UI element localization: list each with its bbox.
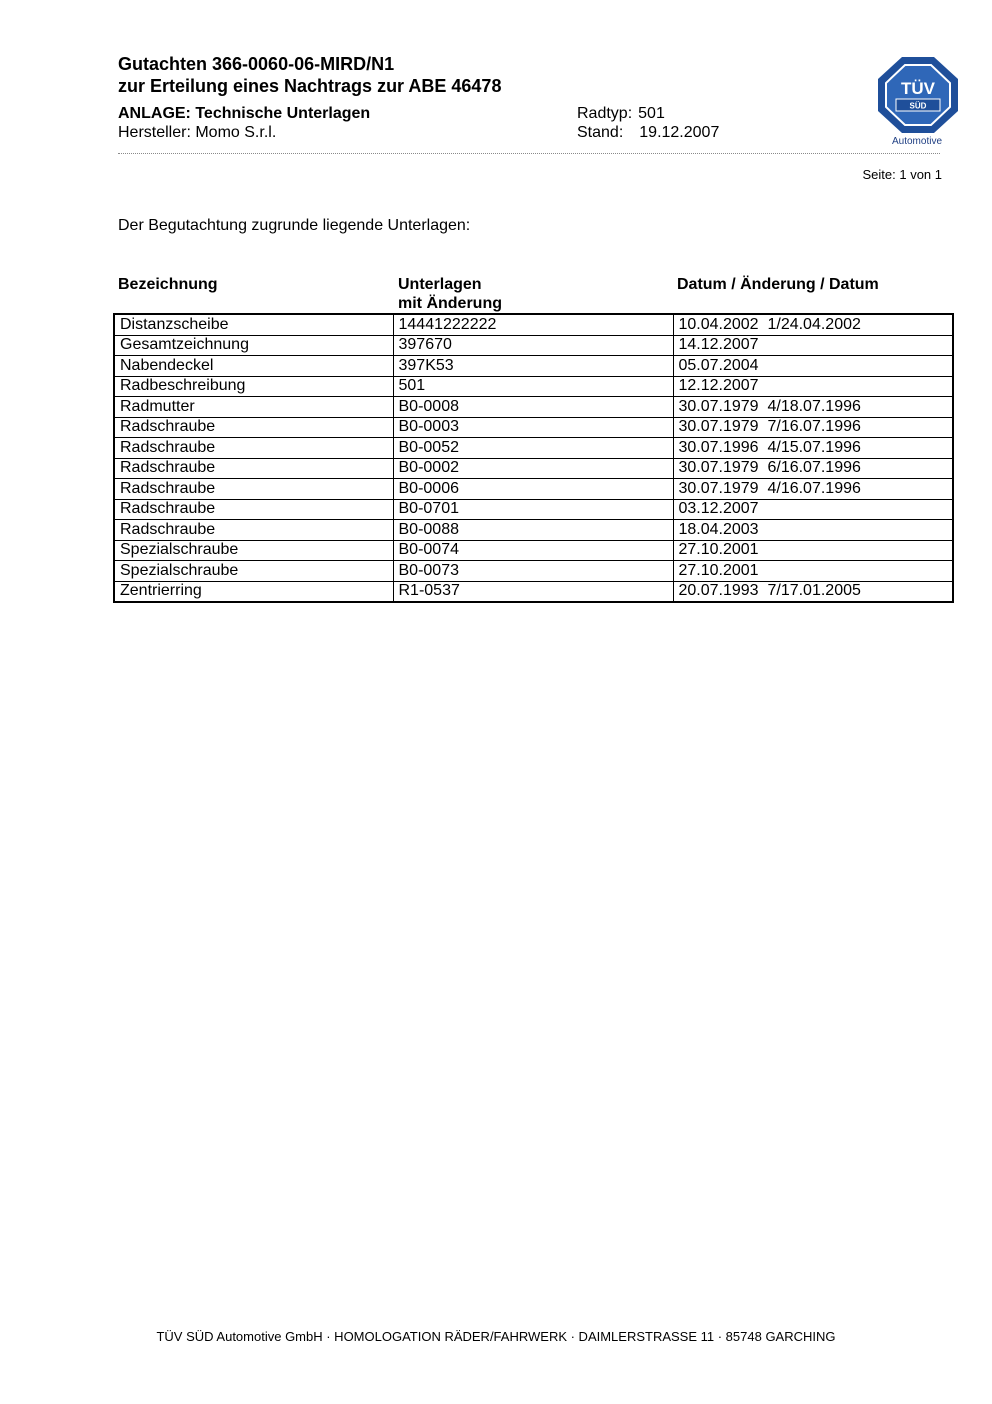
table-row — [114, 397, 953, 418]
cell-unterlagen: B0-0002 — [393, 458, 673, 479]
cell-bezeichnung: Spezialschraube — [114, 561, 393, 582]
logo-caption: Automotive — [891, 136, 943, 147]
cell-unterlagen: 397670 — [393, 335, 673, 356]
table-row — [114, 335, 953, 356]
cell-bezeichnung: Radschraube — [114, 479, 393, 500]
cell-datum: 05.07.2004 — [673, 356, 953, 377]
cell-datum: 10.04.2002 1/24.04.2002 — [673, 314, 953, 335]
stand-row — [577, 124, 719, 142]
cell-unterlagen: B0-0052 — [393, 438, 673, 459]
hersteller-label: Hersteller: Momo S.r.l. — [118, 124, 277, 141]
intro-text: Der Begutachtung zugrunde liegende Unterlagen: — [118, 217, 471, 234]
column-header-unterlagen-line1: Unterlagen — [398, 276, 482, 293]
cell-datum: 20.07.1993 7/17.01.2005 — [673, 581, 953, 602]
footer-address: TÜV SÜD Automotive GmbH · HOMOLOGATION RÄDER/FAHRWERK · DAIMLERSTRASSE 11 · 85748 GARCHING — [156, 1329, 836, 1344]
cell-unterlagen: 397K53 — [393, 356, 673, 377]
table-row — [114, 479, 953, 500]
cell-unterlagen: 501 — [393, 376, 673, 397]
cell-unterlagen: B0-0074 — [393, 540, 673, 561]
anlage-label: ANLAGE: Technische Unterlagen — [118, 105, 371, 122]
cell-datum: 30.07.1979 4/18.07.1996 — [673, 397, 953, 418]
documents-table — [113, 313, 954, 603]
cell-unterlagen: B0-0701 — [393, 499, 673, 520]
column-header-unterlagen — [398, 275, 502, 313]
cell-datum: 30.07.1979 4/16.07.1996 — [673, 479, 953, 500]
cell-bezeichnung: Spezialschraube — [114, 540, 393, 561]
table-row — [114, 376, 953, 397]
cell-unterlagen: B0-0073 — [393, 561, 673, 582]
cell-datum: 27.10.2001 — [673, 540, 953, 561]
cell-bezeichnung: Radschraube — [114, 520, 393, 541]
column-header-unterlagen-line2: mit Änderung — [398, 295, 502, 312]
document-title: Gutachten 366-0060-06-MIRD/N1 — [118, 54, 395, 74]
table-row — [114, 458, 953, 479]
cell-unterlagen: B0-0088 — [393, 520, 673, 541]
column-header-bezeichnung: Bezeichnung — [118, 276, 218, 293]
table-row — [114, 314, 953, 335]
header-divider — [118, 153, 940, 154]
cell-unterlagen: B0-0006 — [393, 479, 673, 500]
stand-value: 19.12.2007 — [639, 124, 720, 141]
cell-bezeichnung: Radbeschreibung — [114, 376, 393, 397]
table-row — [114, 356, 953, 377]
cell-bezeichnung: Gesamtzeichnung — [114, 335, 393, 356]
cell-datum: 03.12.2007 — [673, 499, 953, 520]
cell-datum: 18.04.2003 — [673, 520, 953, 541]
cell-datum: 12.12.2007 — [673, 376, 953, 397]
cell-bezeichnung: Zentrierring — [114, 581, 393, 602]
table-row — [114, 520, 953, 541]
table-row — [114, 417, 953, 438]
cell-bezeichnung: Radschraube — [114, 458, 393, 479]
cell-unterlagen: R1-0537 — [393, 581, 673, 602]
cell-bezeichnung: Radmutter — [114, 397, 393, 418]
cell-datum: 30.07.1996 4/15.07.1996 — [673, 438, 953, 459]
cell-bezeichnung: Radschraube — [114, 499, 393, 520]
logo-sud-text: SÜD — [909, 101, 927, 111]
cell-bezeichnung: Radschraube — [114, 438, 393, 459]
document-subtitle: zur Erteilung eines Nachtrags zur ABE 46478 — [118, 76, 502, 96]
radtyp-row — [577, 105, 665, 123]
column-header-datum: Datum / Änderung / Datum — [677, 276, 879, 293]
cell-bezeichnung: Distanzscheibe — [114, 314, 393, 335]
logo-tuv-text: TÜV — [901, 79, 935, 98]
table-row — [114, 561, 953, 582]
page-indicator: Seite: 1 von 1 — [862, 167, 942, 182]
cell-unterlagen: B0-0008 — [393, 397, 673, 418]
cell-datum: 30.07.1979 6/16.07.1996 — [673, 458, 953, 479]
cell-datum: 27.10.2001 — [673, 561, 953, 582]
table-row — [114, 499, 953, 520]
radtyp-label: Radtyp: — [577, 105, 633, 122]
table-row — [114, 438, 953, 459]
cell-bezeichnung: Nabendeckel — [114, 356, 393, 377]
cell-datum: 14.12.2007 — [673, 335, 953, 356]
radtyp-value: 501 — [638, 105, 665, 122]
cell-unterlagen: B0-0003 — [393, 417, 673, 438]
stand-label: Stand: — [577, 124, 624, 141]
table-row — [114, 540, 953, 561]
cell-datum: 30.07.1979 7/16.07.1996 — [673, 417, 953, 438]
cell-bezeichnung: Radschraube — [114, 417, 393, 438]
cell-unterlagen: 14441222222 — [393, 314, 673, 335]
table-row — [114, 581, 953, 602]
